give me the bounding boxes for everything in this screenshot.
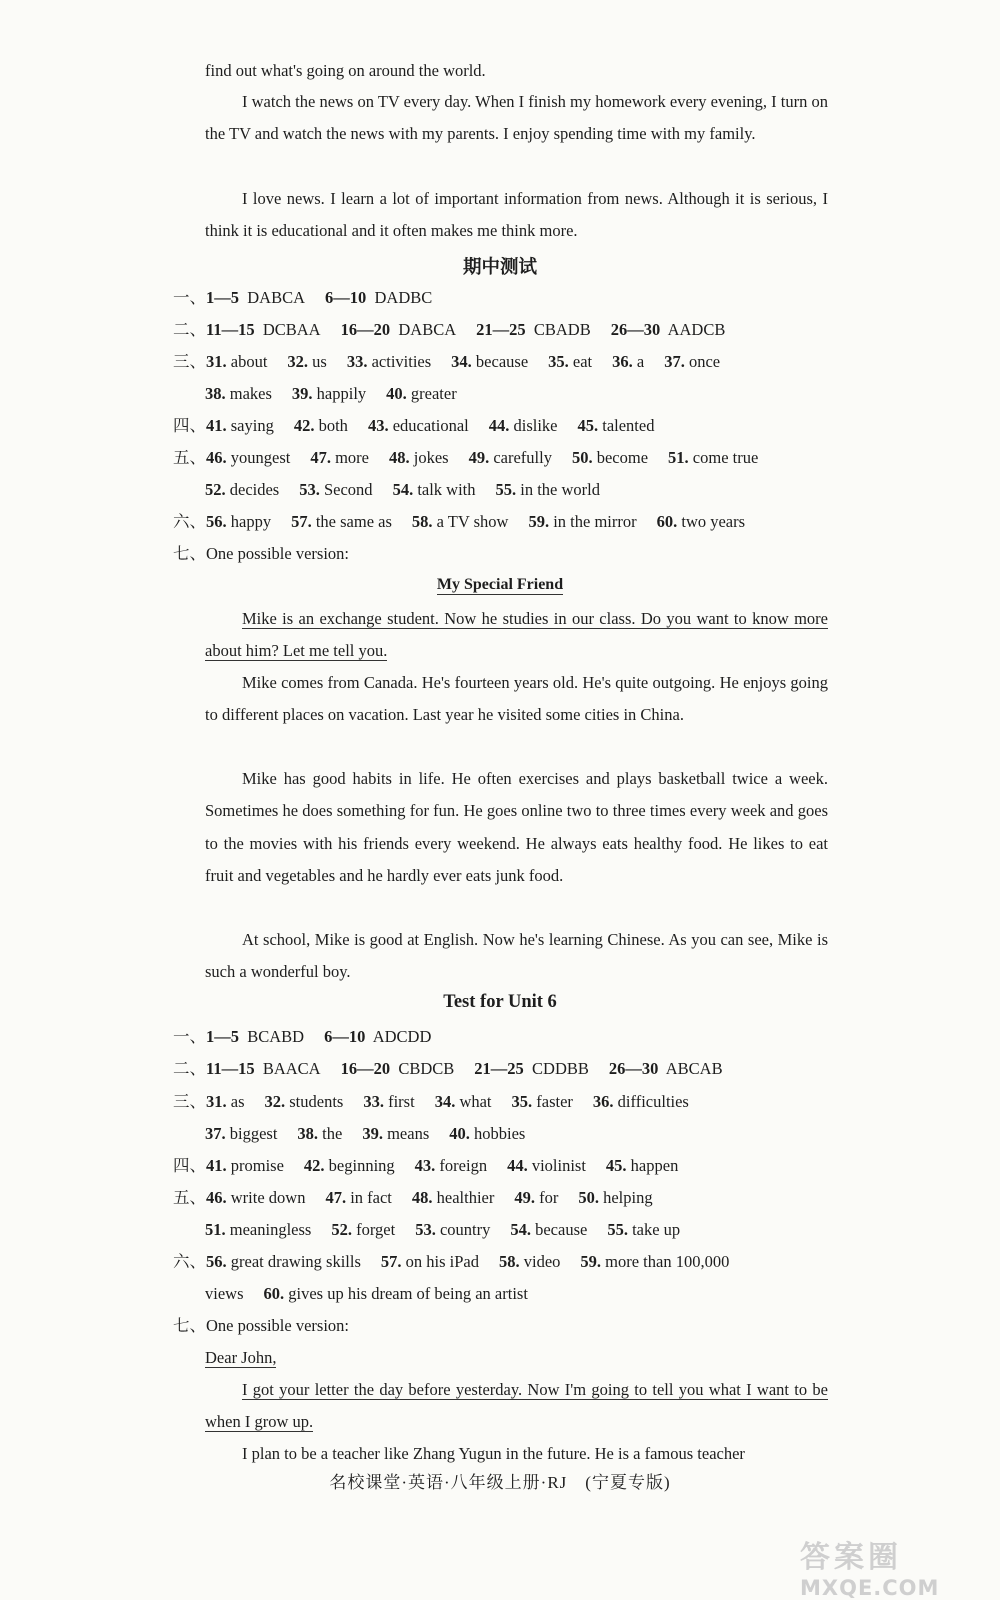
answer-number: 57. bbox=[380, 1252, 402, 1271]
answer-item bbox=[499, 1252, 560, 1271]
answer-number: 59. bbox=[580, 1252, 602, 1271]
answer-item bbox=[507, 1156, 586, 1175]
answer-item bbox=[393, 480, 476, 499]
section-7-label: One possible version: bbox=[206, 544, 349, 563]
midterm-section-5a bbox=[173, 447, 778, 469]
answer-text: means bbox=[382, 1124, 430, 1143]
answer-text: eat bbox=[568, 352, 593, 371]
answer-text: DADBC bbox=[366, 288, 433, 307]
answer-text: faster bbox=[532, 1092, 573, 1111]
section-prefix: 三、 bbox=[173, 1092, 206, 1111]
answer-number: 40. bbox=[449, 1124, 470, 1143]
answer-item bbox=[291, 512, 392, 531]
answer-item bbox=[528, 512, 636, 531]
section-7-label: One possible version: bbox=[206, 1316, 349, 1335]
answer-item bbox=[578, 1188, 652, 1207]
watermark-logo bbox=[800, 1532, 980, 1600]
watermark-bottom: MXQE.COM bbox=[800, 1576, 940, 1600]
answer-item bbox=[264, 1284, 528, 1303]
answer-item bbox=[580, 1252, 729, 1271]
answer-number: 55. bbox=[495, 480, 517, 499]
answer-number: 53. bbox=[299, 480, 320, 499]
watermark-top: 答案圈 bbox=[800, 1540, 902, 1575]
answer-number: 34. bbox=[434, 1092, 456, 1111]
answer-number: 45. bbox=[577, 416, 599, 435]
answer-text: difficulties bbox=[613, 1092, 689, 1111]
answer-text: happen bbox=[626, 1156, 679, 1175]
answer-item bbox=[412, 512, 509, 531]
answer-item bbox=[325, 288, 432, 307]
answer-number: 32. bbox=[264, 1092, 286, 1111]
answer-number: 35. bbox=[511, 1092, 533, 1111]
section-prefix: 七、 bbox=[173, 544, 206, 563]
unit6-section-6a bbox=[173, 1251, 749, 1273]
midterm-section-7 bbox=[173, 543, 349, 565]
answer-text: carefully bbox=[489, 448, 552, 467]
answer-text: talk with bbox=[413, 480, 476, 499]
answer-number: 39. bbox=[291, 384, 313, 403]
answer-item bbox=[612, 352, 644, 371]
answer-text: country bbox=[435, 1220, 491, 1239]
answer-item bbox=[265, 1092, 344, 1111]
answer-number: 43. bbox=[414, 1156, 436, 1175]
answer-item bbox=[205, 1220, 311, 1239]
answer-text: in the mirror bbox=[549, 512, 637, 531]
answer-item bbox=[206, 320, 321, 339]
answer-text: DABCA bbox=[239, 288, 306, 307]
section-prefix: 二、 bbox=[173, 1059, 206, 1078]
answer-item bbox=[611, 320, 726, 339]
answer-number: 50. bbox=[571, 448, 593, 467]
answer-item bbox=[489, 416, 558, 435]
answer-text: more bbox=[330, 448, 369, 467]
essay-paragraph-1: Mike is an exchange student. Now he studies in our class. Do you want to know more about him? Let me tell you. bbox=[205, 609, 828, 661]
answer-text: take up bbox=[627, 1220, 681, 1239]
answer-number: 56. bbox=[206, 512, 227, 531]
essay-title: My Special Friend bbox=[436, 576, 564, 593]
answer-number: 50. bbox=[578, 1188, 599, 1207]
answer-item bbox=[341, 1059, 455, 1078]
answer-item bbox=[451, 352, 528, 371]
answer-text: become bbox=[592, 448, 649, 467]
answer-item bbox=[606, 1156, 678, 1175]
answer-text: about bbox=[226, 352, 268, 371]
answer-item bbox=[548, 352, 592, 371]
answer-number: 47. bbox=[310, 448, 331, 467]
unit6-title: Test for Unit 6 bbox=[443, 992, 557, 1012]
answer-number: 39. bbox=[362, 1124, 383, 1143]
answer-number: 38. bbox=[205, 384, 226, 403]
answer-text: foreign bbox=[435, 1156, 488, 1175]
answer-number: 42. bbox=[303, 1156, 325, 1175]
answer-item bbox=[415, 1156, 487, 1175]
answer-number: 21—25 bbox=[474, 1059, 524, 1078]
answer-item bbox=[206, 1252, 361, 1271]
answer-item bbox=[572, 448, 648, 467]
answer-number: 47. bbox=[325, 1188, 347, 1207]
unit6-section-3a bbox=[173, 1091, 709, 1113]
answer-item bbox=[381, 1252, 479, 1271]
answer-text: ADCDD bbox=[365, 1027, 432, 1046]
answer-text: a TV show bbox=[432, 512, 509, 531]
answer-text: healthier bbox=[432, 1188, 495, 1207]
answer-number: 31. bbox=[206, 352, 227, 371]
answer-item bbox=[205, 480, 279, 499]
unit6-section-3b bbox=[205, 1123, 545, 1145]
answer-number: 11—15 bbox=[206, 320, 255, 339]
answer-number: 41. bbox=[206, 416, 227, 435]
answer-number: 49. bbox=[468, 448, 490, 467]
answer-text: educational bbox=[388, 416, 469, 435]
answer-number: 43. bbox=[367, 416, 389, 435]
midterm-section-4 bbox=[173, 415, 674, 437]
section-prefix: 一、 bbox=[173, 288, 206, 307]
answer-number: 40. bbox=[386, 384, 407, 403]
answer-item bbox=[206, 1156, 284, 1175]
answer-number: 55. bbox=[607, 1220, 628, 1239]
section-prefix: 五、 bbox=[173, 1188, 206, 1207]
section-prefix: 四、 bbox=[173, 416, 206, 435]
answer-text: both bbox=[314, 416, 348, 435]
answer-number: 26—30 bbox=[610, 320, 661, 339]
section-prefix: 六、 bbox=[173, 1252, 206, 1271]
answer-text: youngest bbox=[226, 448, 291, 467]
answer-text: BAACA bbox=[254, 1059, 321, 1078]
answer-item bbox=[341, 320, 457, 339]
answer-item bbox=[412, 1188, 494, 1207]
answer-number: 37. bbox=[664, 352, 685, 371]
answer-text: promise bbox=[226, 1156, 284, 1175]
answer-number: 33. bbox=[363, 1092, 384, 1111]
answer-number: 16—20 bbox=[340, 1059, 391, 1078]
answer-text: what bbox=[455, 1092, 492, 1111]
answer-number: 46. bbox=[206, 448, 227, 467]
answer-item bbox=[206, 1027, 304, 1046]
answer-number: 6—10 bbox=[325, 288, 367, 307]
unit6-section-6b bbox=[205, 1283, 548, 1305]
answer-number: 38. bbox=[297, 1124, 319, 1143]
answer-item bbox=[206, 448, 290, 467]
answer-number: 34. bbox=[451, 352, 472, 371]
answer-item bbox=[496, 480, 601, 499]
answer-text: hobbies bbox=[469, 1124, 526, 1143]
answer-text: forget bbox=[351, 1220, 396, 1239]
answer-number: 52. bbox=[331, 1220, 352, 1239]
answer-word: views bbox=[205, 1284, 244, 1303]
answer-number: 36. bbox=[592, 1092, 614, 1111]
section-prefix: 五、 bbox=[173, 448, 206, 467]
answer-number: 31. bbox=[206, 1092, 227, 1111]
answer-text: DCBAA bbox=[254, 320, 321, 339]
answer-number: 45. bbox=[605, 1156, 627, 1175]
answer-item bbox=[577, 416, 654, 435]
answer-item bbox=[510, 1220, 587, 1239]
answer-number: 49. bbox=[514, 1188, 535, 1207]
answer-text: ABCAB bbox=[658, 1059, 723, 1078]
midterm-title: 期中测试 bbox=[462, 258, 537, 278]
answer-item bbox=[206, 1059, 321, 1078]
answer-text: talented bbox=[598, 416, 655, 435]
answer-item bbox=[415, 1220, 490, 1239]
answer-item bbox=[287, 352, 326, 371]
answer-item bbox=[297, 1124, 342, 1143]
section-prefix: 一、 bbox=[173, 1027, 206, 1046]
answer-item bbox=[206, 1092, 245, 1111]
answer-item bbox=[368, 416, 469, 435]
midterm-section-5b bbox=[205, 479, 620, 501]
answer-number: 53. bbox=[415, 1220, 436, 1239]
answer-text: BCABD bbox=[239, 1027, 305, 1046]
answer-text: CBADB bbox=[525, 320, 591, 339]
answer-item bbox=[449, 1124, 525, 1143]
answer-text: on his iPad bbox=[401, 1252, 479, 1271]
answer-text: violinist bbox=[527, 1156, 586, 1175]
answer-text: great drawing skills bbox=[226, 1252, 361, 1271]
answer-text: once bbox=[684, 352, 721, 371]
answer-text: for bbox=[534, 1188, 559, 1207]
unit6-section-5b bbox=[205, 1219, 700, 1241]
answer-text: greater bbox=[406, 384, 457, 403]
answer-text: decides bbox=[225, 480, 280, 499]
midterm-section-1 bbox=[173, 287, 452, 309]
answer-text: happily bbox=[312, 384, 367, 403]
answer-item bbox=[389, 448, 449, 467]
answer-text: students bbox=[285, 1092, 344, 1111]
answer-text: CBDCB bbox=[390, 1059, 455, 1078]
answer-number: 60. bbox=[263, 1284, 285, 1303]
intro-paragraph-1: I watch the news on TV every day. When I finish my homework every evening, I turn on the TV and watch the news with my parents. I enjoy spending time with my family. bbox=[205, 92, 828, 144]
page-footer: 名校课堂·英语·八年级上册·RJ (宁夏专版) bbox=[329, 1473, 671, 1492]
answer-text: more than 100,000 bbox=[601, 1252, 730, 1271]
answer-number: 51. bbox=[668, 448, 689, 467]
answer-item bbox=[294, 416, 348, 435]
answer-text: us bbox=[308, 352, 327, 371]
answer-text: in the world bbox=[516, 480, 601, 499]
answer-item bbox=[474, 1059, 589, 1078]
answer-number: 26—30 bbox=[608, 1059, 659, 1078]
answer-text: AADCB bbox=[660, 320, 726, 339]
answer-number: 6—10 bbox=[324, 1027, 366, 1046]
answer-text: in fact bbox=[346, 1188, 392, 1207]
answer-number: 32. bbox=[287, 352, 309, 371]
intro-line: find out what's going on around the world. bbox=[205, 61, 486, 80]
answer-item bbox=[593, 1092, 689, 1111]
answer-text: saying bbox=[226, 416, 274, 435]
answer-item bbox=[304, 1156, 395, 1175]
answer-text: first bbox=[383, 1092, 415, 1111]
midterm-section-2 bbox=[173, 319, 745, 341]
unit6-section-4 bbox=[173, 1155, 698, 1177]
unit6-section-5a bbox=[173, 1187, 673, 1209]
answer-text: happy bbox=[226, 512, 272, 531]
answer-number: 44. bbox=[488, 416, 510, 435]
answer-item bbox=[362, 1124, 429, 1143]
midterm-section-6 bbox=[173, 511, 765, 533]
answer-number: 56. bbox=[206, 1252, 227, 1271]
midterm-section-3a bbox=[173, 351, 740, 373]
section-prefix: 七、 bbox=[173, 1316, 206, 1335]
intro-paragraph-2: I love news. I learn a lot of important information from news. Although it is serious, I think it is educational and it often makes me think more. bbox=[205, 189, 828, 241]
answer-number: 41. bbox=[206, 1156, 227, 1175]
answer-item bbox=[609, 1059, 723, 1078]
answer-text: meaningless bbox=[225, 1220, 312, 1239]
letter-paragraph-1: I got your letter the day before yesterday. Now I'm going to tell you what I want to be when I grow up. bbox=[205, 1380, 828, 1432]
answer-item bbox=[514, 1188, 558, 1207]
answer-number: 36. bbox=[612, 352, 633, 371]
answer-item bbox=[299, 480, 372, 499]
answer-number: 57. bbox=[291, 512, 312, 531]
answer-text: activities bbox=[367, 352, 432, 371]
essay-paragraph-3: Mike has good habits in life. He often exercises and plays basketball twice a week. Sometimes he does something for fun. He goes online two to three times every week and goes to the movies with his friends every weekend. He always eats healthy food. He likes to eat fruit and vegetables and he hardly ever eats junk food. bbox=[205, 769, 828, 885]
answer-item bbox=[206, 288, 305, 307]
answer-text: the bbox=[318, 1124, 343, 1143]
answer-text: DABCA bbox=[390, 320, 457, 339]
answer-text: because bbox=[530, 1220, 588, 1239]
answer-number: 33. bbox=[346, 352, 368, 371]
answer-text: video bbox=[519, 1252, 561, 1271]
answer-number: 16—20 bbox=[340, 320, 391, 339]
answer-text: write down bbox=[226, 1188, 306, 1207]
answer-item bbox=[363, 1092, 414, 1111]
answer-item bbox=[512, 1092, 573, 1111]
answer-text: two years bbox=[677, 512, 746, 531]
answer-number: 21—25 bbox=[476, 320, 526, 339]
answer-number: 60. bbox=[656, 512, 678, 531]
answer-number: 37. bbox=[205, 1124, 226, 1143]
essay-paragraph-4: At school, Mike is good at English. Now he's learning Chinese. As you can see, Mike is such a wonderful boy. bbox=[205, 930, 828, 982]
answer-item bbox=[607, 1220, 680, 1239]
answer-text: dislike bbox=[509, 416, 558, 435]
answer-item bbox=[206, 1188, 305, 1207]
answer-text: gives up his dream of being an artist bbox=[284, 1284, 528, 1303]
answer-number: 58. bbox=[411, 512, 433, 531]
answer-item bbox=[206, 352, 267, 371]
answer-item bbox=[469, 448, 552, 467]
letter-paragraph-2: I plan to be a teacher like Zhang Yugun in the future. He is a famous teacher bbox=[242, 1444, 745, 1463]
answer-item bbox=[205, 1124, 277, 1143]
answer-text: makes bbox=[225, 384, 272, 403]
answer-item bbox=[325, 1188, 391, 1207]
answer-text: CDDBB bbox=[523, 1059, 589, 1078]
answer-number: 1—5 bbox=[206, 1027, 239, 1046]
answer-text: the same as bbox=[311, 512, 392, 531]
answer-item bbox=[310, 448, 369, 467]
answer-number: 46. bbox=[206, 1188, 227, 1207]
answer-item bbox=[206, 416, 274, 435]
answer-number: 42. bbox=[293, 416, 315, 435]
answer-item bbox=[668, 448, 758, 467]
essay-paragraph-2: Mike comes from Canada. He's fourteen years old. He's quite outgoing. He enjoys going to different places on vacation. Last year he visited some cities in China. bbox=[205, 673, 828, 725]
unit6-section-7 bbox=[173, 1315, 349, 1337]
section-prefix: 六、 bbox=[173, 512, 206, 531]
answer-text: helping bbox=[598, 1188, 653, 1207]
answer-number: 51. bbox=[205, 1220, 226, 1239]
answer-number: 54. bbox=[510, 1220, 531, 1239]
answer-item bbox=[205, 384, 272, 403]
answer-number: 44. bbox=[507, 1156, 528, 1175]
unit6-section-1 bbox=[173, 1026, 451, 1048]
answer-number: 11—15 bbox=[206, 1059, 255, 1078]
section-prefix: 二、 bbox=[173, 320, 206, 339]
answer-text: come true bbox=[688, 448, 759, 467]
answer-text: because bbox=[471, 352, 529, 371]
answer-text: Second bbox=[319, 480, 373, 499]
answer-text: biggest bbox=[225, 1124, 278, 1143]
answer-number: 1—5 bbox=[206, 288, 239, 307]
answer-number: 54. bbox=[392, 480, 414, 499]
answer-text: beginning bbox=[324, 1156, 395, 1175]
answer-text: as bbox=[226, 1092, 245, 1111]
answer-item bbox=[324, 1027, 431, 1046]
answer-item bbox=[657, 512, 745, 531]
answer-number: 59. bbox=[528, 512, 550, 531]
answer-item bbox=[664, 352, 720, 371]
section-prefix: 三、 bbox=[173, 352, 206, 371]
answer-text: jokes bbox=[409, 448, 449, 467]
answer-number: 35. bbox=[548, 352, 569, 371]
answer-number: 58. bbox=[498, 1252, 520, 1271]
answer-item bbox=[331, 1220, 395, 1239]
letter-salutation: Dear John, bbox=[205, 1348, 277, 1367]
answer-number: 52. bbox=[205, 480, 226, 499]
answer-number: 48. bbox=[389, 448, 410, 467]
answer-item bbox=[347, 352, 431, 371]
answer-item bbox=[206, 512, 271, 531]
answer-item bbox=[476, 320, 591, 339]
unit6-section-2 bbox=[173, 1058, 743, 1080]
answer-number: 48. bbox=[411, 1188, 433, 1207]
answer-item bbox=[435, 1092, 492, 1111]
answer-item bbox=[292, 384, 366, 403]
answer-text: a bbox=[632, 352, 645, 371]
midterm-section-3b bbox=[205, 383, 477, 405]
answer-item bbox=[386, 384, 457, 403]
section-prefix: 四、 bbox=[173, 1156, 206, 1175]
